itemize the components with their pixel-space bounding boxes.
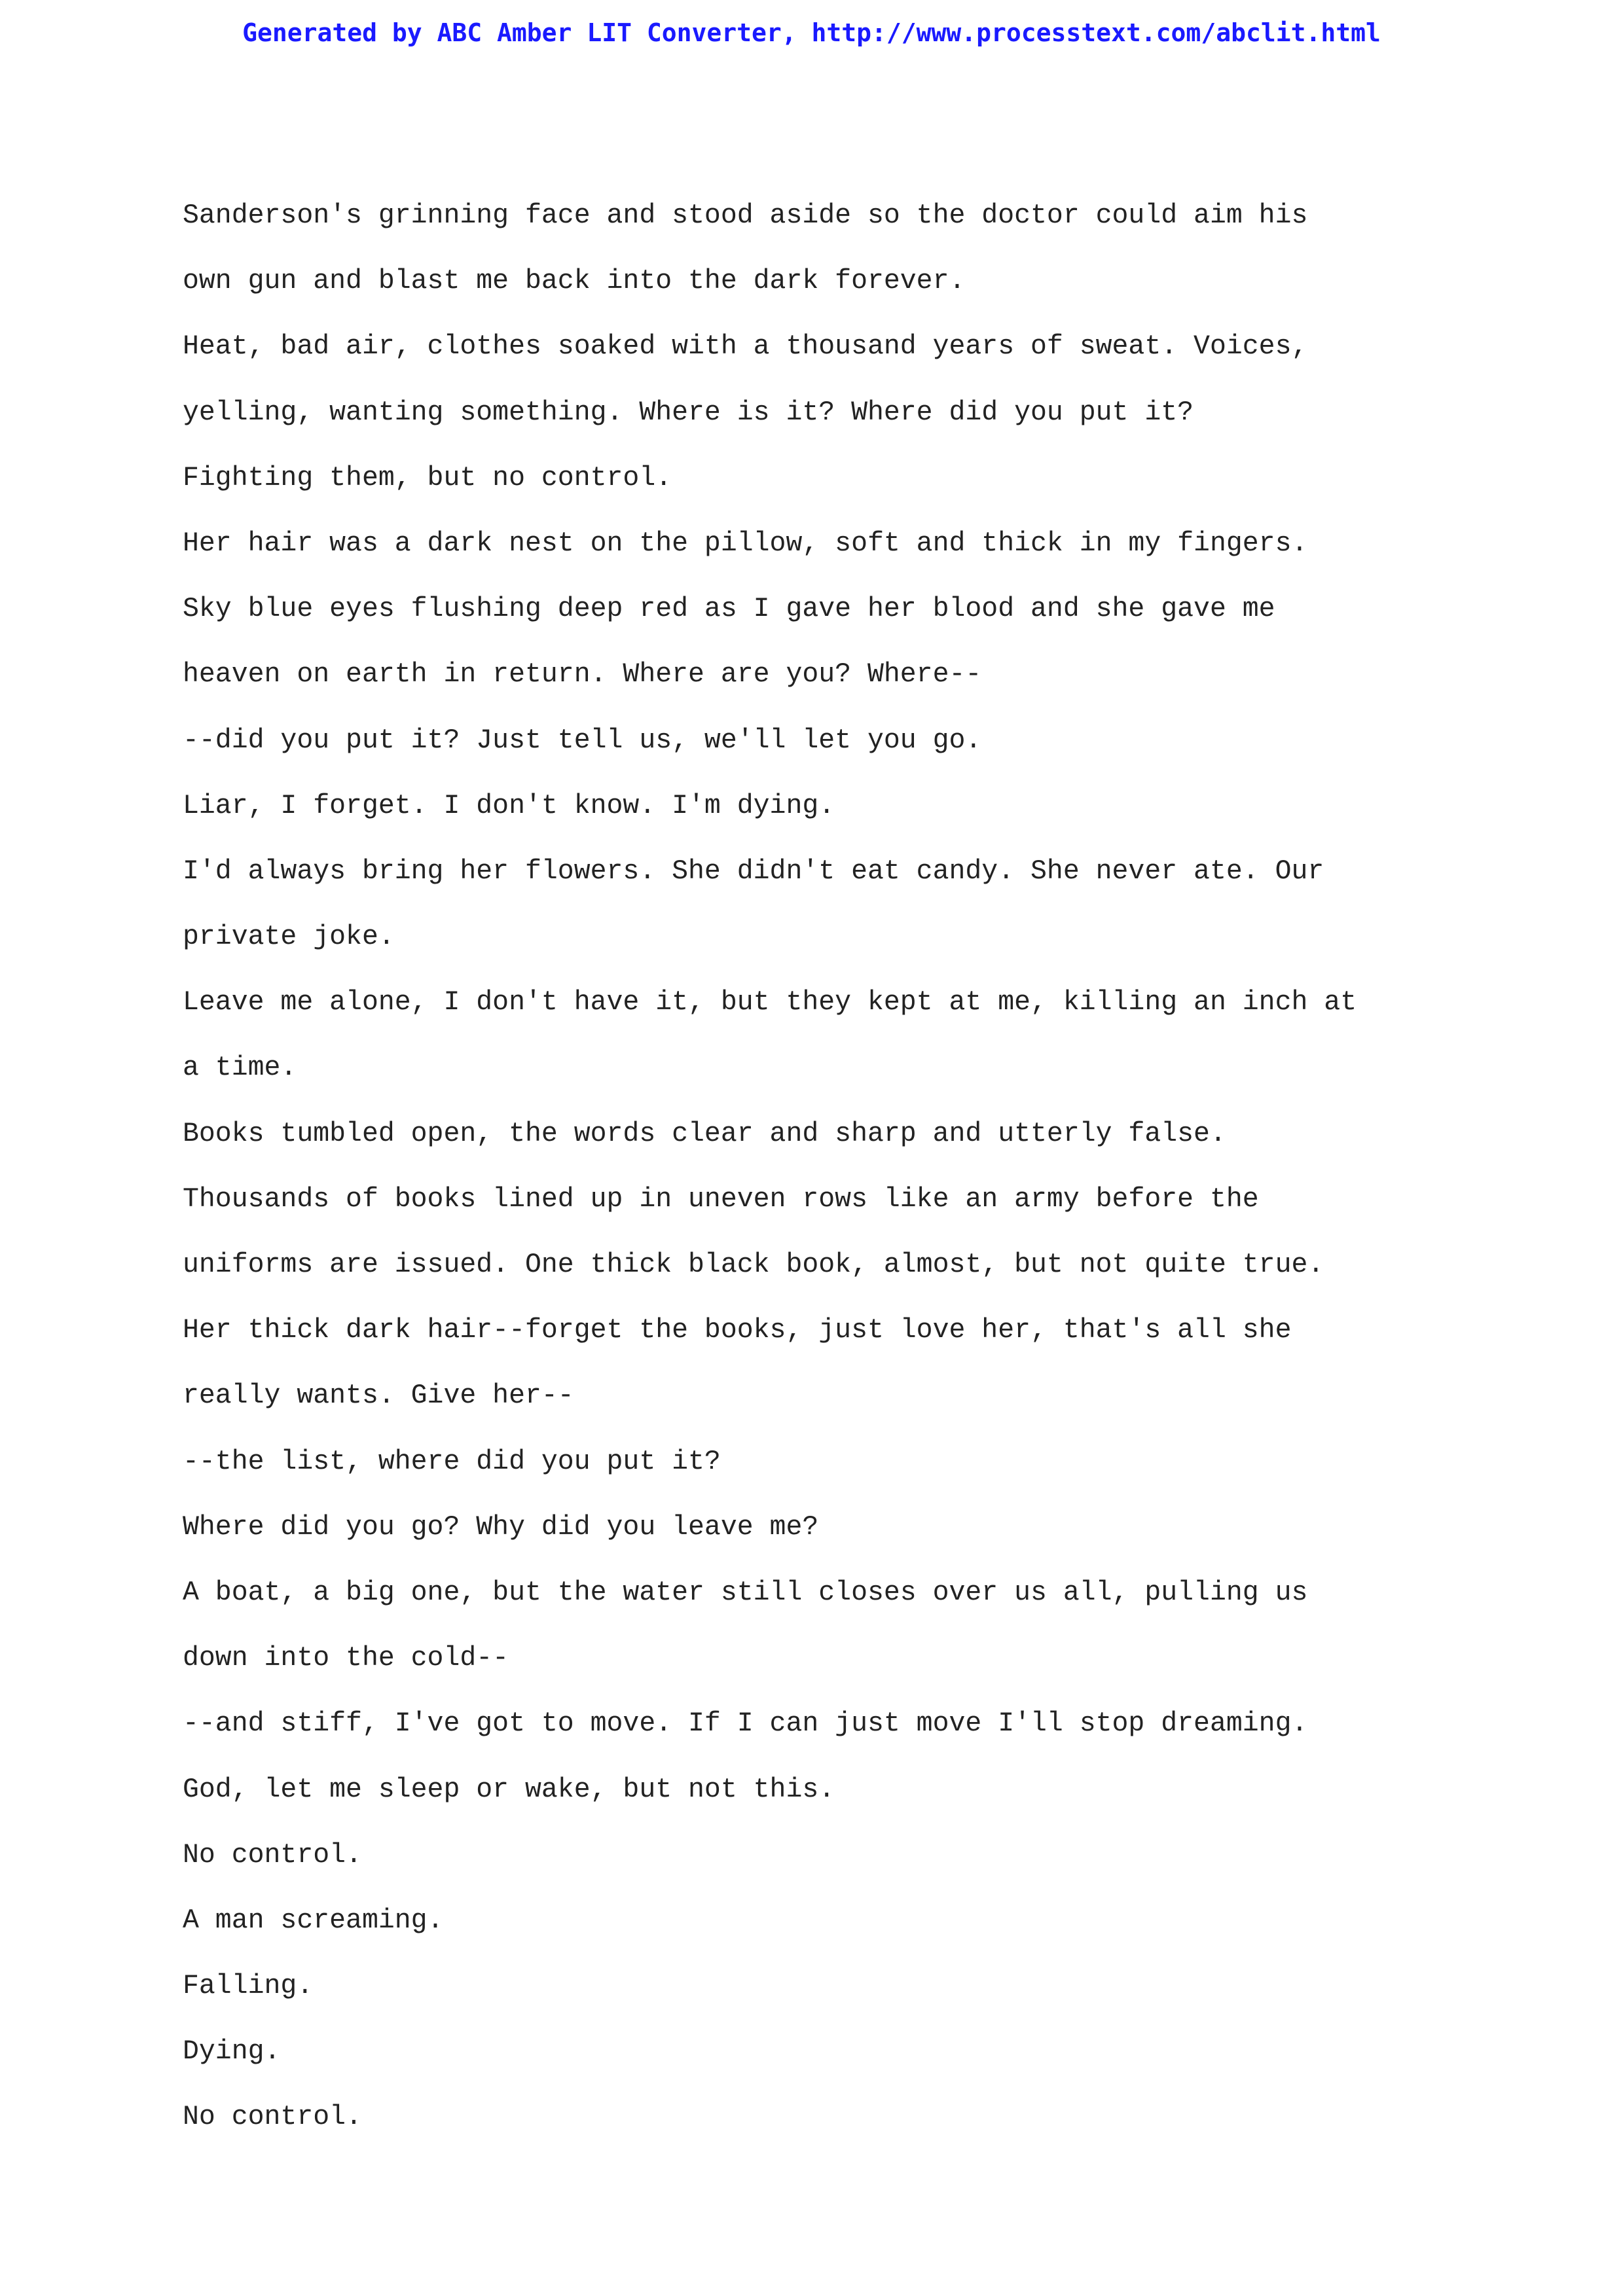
- text-line: private joke.: [183, 922, 395, 953]
- text-line: No control.: [183, 2102, 362, 2133]
- text-line: yelling, wanting something. Where is it? Where did you put it?: [183, 397, 1194, 428]
- text-line: Dying.: [183, 2036, 281, 2068]
- text-line: Sky blue eyes flushing deep red as I gave her blood and she gave me: [183, 594, 1275, 625]
- text-line: really wants. Give her--: [183, 1380, 574, 1412]
- text-line: Her thick dark hair--forget the books, just love her, that's all she: [183, 1315, 1292, 1346]
- text-line: Fighting them, but no control.: [183, 462, 672, 493]
- text-line: a time.: [183, 1052, 297, 1084]
- text-line: Books tumbled open, the words clear and sharp and utterly false.: [183, 1118, 1226, 1149]
- text-line: God, let me sleep or wake, but not this.: [183, 1774, 835, 1805]
- text-line: A man screaming.: [183, 1905, 444, 1936]
- document-body: [183, 183, 1558, 2151]
- text-line: No control.: [183, 1839, 362, 1871]
- text-line: own gun and blast me back into the dark forever.: [183, 266, 966, 297]
- text-line: Falling.: [183, 1971, 314, 2002]
- text-line: Where did you go? Why did you leave me?: [183, 1511, 819, 1543]
- text-line: down into the cold--: [183, 1643, 509, 1674]
- text-line: Thousands of books lined up in uneven rows like an army before the: [183, 1183, 1259, 1215]
- text-line: Heat, bad air, clothes soaked with a thousand years of sweat. Voices,: [183, 331, 1308, 363]
- text-line: I'd always bring her flowers. She didn't eat candy. She never ate. Our: [183, 855, 1324, 887]
- text-line: A boat, a big one, but the water still closes over us all, pulling us: [183, 1577, 1308, 1608]
- converter-banner: Generated by ABC Amber LIT Converter, http://www.processtext.com/abclit.html: [242, 18, 1381, 47]
- text-line: Liar, I forget. I don't know. I'm dying.: [183, 790, 835, 821]
- text-line: uniforms are issued. One thick black book, almost, but not quite true.: [183, 1249, 1324, 1280]
- text-line: Her hair was a dark nest on the pillow, soft and thick in my fingers.: [183, 528, 1308, 559]
- text-line: Sanderson's grinning face and stood aside so the doctor could aim his: [183, 200, 1308, 231]
- text-line: Leave me alone, I don't have it, but they kept at me, killing an inch at: [183, 987, 1357, 1018]
- text-line: --did you put it? Just tell us, we'll let you go.: [183, 725, 982, 756]
- text-line: --and stiff, I've got to move. If I can just move I'll stop dreaming.: [183, 1708, 1308, 1740]
- text-line: heaven on earth in return. Where are you? Where--: [183, 659, 982, 691]
- text-line: --the list, where did you put it?: [183, 1446, 721, 1477]
